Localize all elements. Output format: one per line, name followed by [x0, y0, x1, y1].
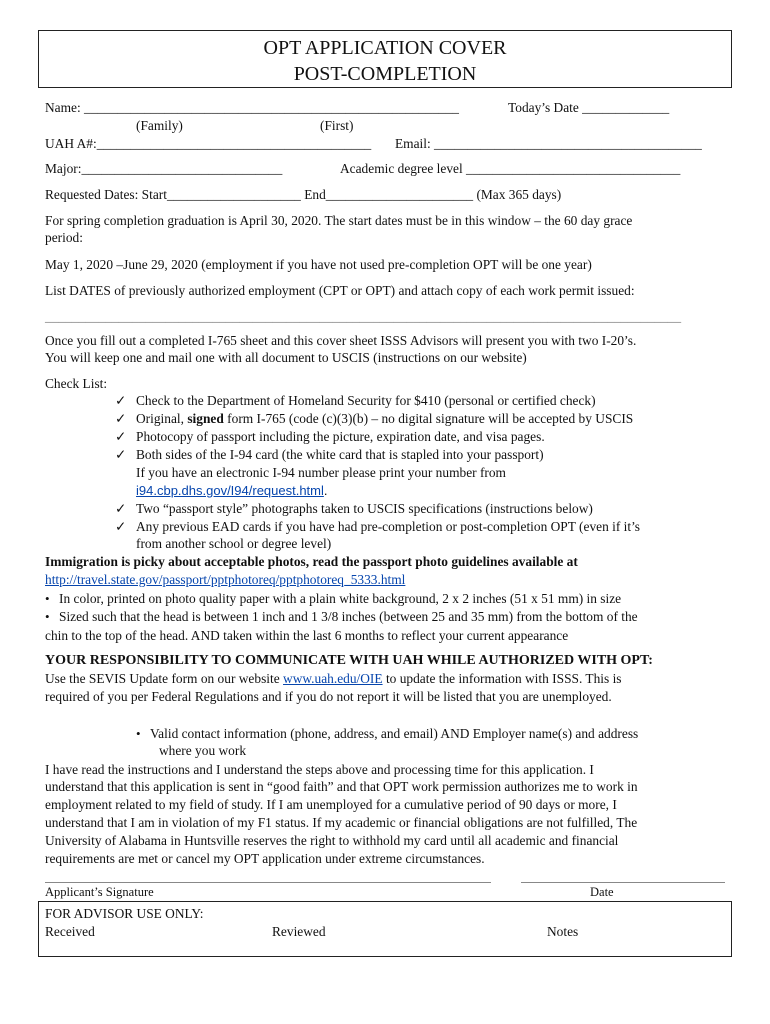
requested-dates-field[interactable]: Requested Dates: Start____________________ End______________________ (Max 365 days): [45, 187, 562, 202]
date-label: Date: [590, 885, 614, 899]
major-field[interactable]: Major:______________________________: [45, 161, 283, 176]
photo-rule-size: Sized such that the head is between 1 inch and 1 3/8 inches (between 25 and 35 mm) from the bottom of the: [59, 609, 638, 624]
once-note-line-2: You will keep one and mail one with all document to USCIS (instructions on our website): [45, 350, 527, 365]
checklist-item-i765-a: Original,: [136, 411, 184, 426]
checklist-item-passport: Photocopy of passport including the picture, expiration date, and visa pages.: [136, 429, 545, 444]
may-window-note: May 1, 2020 –June 29, 2020 (employment if you have not used pre-completion OPT will be one year): [45, 257, 592, 272]
checklist-item-photos: Two “passport style” photographs taken to USCIS specifications (instructions below): [136, 501, 593, 516]
check-icon: ✓: [115, 411, 127, 426]
uah-number-field[interactable]: UAH A#:_________________________________________: [45, 136, 372, 151]
checklist-item-i765-signed: signed: [187, 411, 224, 426]
reviewed-label: Reviewed: [272, 924, 326, 939]
advisor-box: [38, 901, 732, 957]
previous-employment-note: List DATES of previously authorized employment (CPT or OPT) and attach copy of each work permit issued:: [45, 283, 635, 298]
sevis-line-1: [45, 670, 622, 687]
title-box: [38, 30, 732, 88]
checklist-item-i94-electronic: If you have an electronic I-94 number please print your number from: [136, 465, 506, 480]
i94-link-line: i94.cbp.dhs.gov/I94/request.html.: [136, 483, 328, 498]
title-line-2: POST-COMPLETION: [293, 63, 477, 85]
uah-oie-link[interactable]: www.uah.edu/OIE: [283, 671, 383, 686]
spring-note-line-2: period:: [45, 230, 83, 245]
check-icon: ✓: [115, 393, 127, 408]
agreement-line-3: employment related to my field of study. If I am unemployed for a cumulative period of 90 days or more, I: [45, 797, 617, 812]
checklist-item-ead: Any previous EAD cards if you have had pre-completion or post-completion OPT (even if it’s: [136, 519, 641, 534]
agreement-line-1: I have read the instructions and I understand the steps above and processing time for this application. I: [45, 762, 594, 777]
checklist-item-ead-cont: from another school or degree level): [136, 536, 332, 551]
degree-level-field[interactable]: Academic degree level ________________________________: [340, 161, 681, 176]
date-line[interactable]: [521, 882, 725, 883]
advisor-heading: FOR ADVISOR USE ONLY:: [45, 906, 204, 921]
i94-link[interactable]: i94.cbp.dhs.gov/I94/request.html: [136, 483, 324, 498]
photo-guidelines-link-line: [45, 571, 405, 588]
signature-line[interactable]: [45, 882, 491, 883]
sevis-line-2: required of you per Federal Regulations and if you do not report it will be listed that you are unemployed.: [45, 689, 612, 704]
checklist-heading: Check List:: [45, 376, 108, 391]
check-icon: ✓: [115, 429, 127, 444]
checklist-item-i94: Both sides of the I-94 card (the white card that is stapled into your passport): [136, 447, 544, 462]
agreement-line-4: understand that I am in violation of my F1 status. If my academic or financial obligations are not fulfilled, The: [45, 815, 638, 830]
bullet-icon: •: [45, 609, 50, 624]
photo-rule-color: In color, printed on photo quality paper with a plain white background, 2 x 2 inches (51 x 51 mm) in size: [59, 591, 622, 606]
todays-date-field[interactable]: Today’s Date _____________: [508, 100, 670, 115]
bullet-icon: •: [136, 726, 141, 741]
title-line-1: OPT APPLICATION COVER: [263, 37, 507, 59]
notes-label: Notes: [547, 924, 579, 939]
applicant-signature-label: Applicant’s Signature: [45, 885, 154, 899]
sevis-line-1b: to update the information with ISSS. This is: [385, 671, 622, 686]
agreement-line-6: requirements are met or cancel my OPT application under extreme circumstances.: [45, 851, 485, 866]
checklist-item-fee: Check to the Department of Homeland Security for $410 (personal or certified check): [136, 393, 596, 408]
sevis-line-1a: Use the SEVIS Update form on our website: [45, 671, 280, 686]
photo-rule-size-cont: chin to the top of the head. AND taken within the last 6 months to reflect your current appearance: [45, 628, 569, 643]
family-label: (Family): [136, 118, 183, 133]
once-note-line-1: Once you fill out a completed I-765 sheet and this cover sheet ISSS Advisors will present you with two I-20’s.: [45, 333, 637, 348]
contact-info-bullet-cont: where you work: [159, 743, 247, 758]
checklist-item-i765: [136, 410, 633, 427]
responsibility-heading: YOUR RESPONSIBILITY TO COMMUNICATE WITH UAH WHILE AUTHORIZED WITH OPT:: [45, 653, 653, 668]
photo-guidelines-link[interactable]: http://travel.state.gov/passport/pptphotoreq/pptphotoreq_5333.html: [45, 572, 406, 587]
spring-note-line-1: For spring completion graduation is April 30, 2020. The start dates must be in this window – the 60 day grace: [45, 213, 633, 228]
check-icon: ✓: [115, 519, 127, 534]
agreement-line-2: understand that this application is sent in “good faith” and that OPT work permission authorizes me to work in: [45, 779, 638, 794]
photo-guidelines-heading: Immigration is picky about acceptable photos, read the passport photo guidelines available at: [45, 554, 578, 569]
check-icon: ✓: [115, 501, 127, 516]
check-icon: ✓: [115, 447, 127, 462]
previous-employment-line[interactable]: _______________________________________________________________________________________________: [45, 309, 682, 324]
name-field[interactable]: Name: ________________________________________________________: [45, 100, 459, 115]
checklist-item-i765-b: form I-765 (code (c)(3)(b) – no digital signature will be accepted by USCIS: [227, 411, 634, 426]
bullet-icon: •: [45, 591, 50, 606]
email-field[interactable]: Email: ________________________________________: [395, 136, 702, 151]
agreement-line-5: University of Alabama in Huntsville reserves the right to withhold my card until all academic and financial: [45, 833, 619, 848]
first-label: (First): [320, 118, 354, 133]
contact-info-bullet: Valid contact information (phone, address, and email) AND Employer name(s) and address: [150, 726, 639, 741]
received-label: Received: [45, 924, 95, 939]
